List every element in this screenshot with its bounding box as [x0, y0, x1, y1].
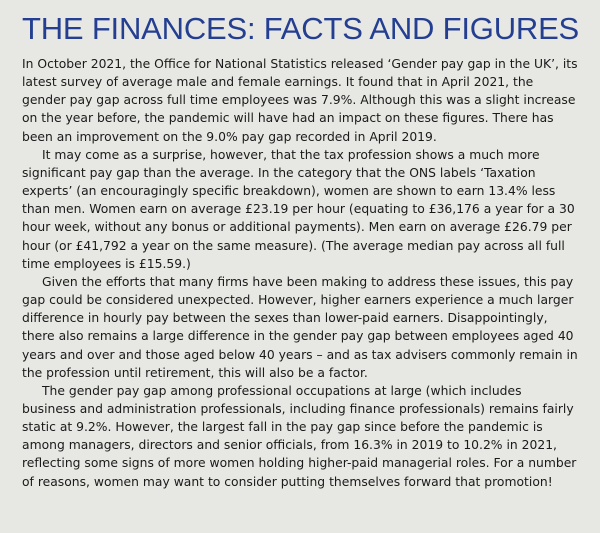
article-paragraph-1: In October 2021, the Office for National Statistics released ‘Gender pay gap in the UK’, its latest survey of average male and female earnings. It found that in April 2021, the gender pay gap across full time employees was 7.9%. Although this was a slight increase on the year before, the pandemic will have had an impact on these figures. There has been an improvement on the 9.0% pay gap recorded in April 2019. [22, 57, 578, 144]
article-paragraph-3: Given the efforts that many firms have been making to address these issues, this pay gap could be considered unexpected. However, higher earners experience a much larger difference in hourly pay between the sexes than lower-paid earners. Disappointingly, there also remains a large difference in the gender pay gap between employees aged 40 years and over and those aged below 40 years – and as tax advisers commonly remain in the profession until retirement, this will also be a factor. [22, 274, 578, 380]
article-paragraph-4: The gender pay gap among professional occupations at large (which includes business and administration professionals, including finance professionals) remains fairly static at 9.2%. However, the largest fall in the pay gap since before the pandemic is among managers, directors and senior officials, from 16.3% in 2019 to 10.2% in 2021, reflecting some signs of more women holding higher-paid managerial roles. For a number of reasons, women may want to consider putting themselves forward that promotion! [22, 383, 577, 489]
article-paragraph-2: It may come as a surprise, however, that the tax profession shows a much more significant pay gap than the average. In the category that the ONS labels ‘Taxation experts’ (an encouragingly specific breakdown), women are shown to earn 13.4% less than men. Women earn on average £23.19 per hour (equating to £36,176 a year for a 30 hour week, without any bonus or additional payments). Men earn on average £26.79 per hour (or £41,792 a year on the same measure). (The average median pay across all full time employees is £15.59.) [22, 147, 575, 271]
article-title: THE FINANCES: FACTS AND FIGURES [22, 11, 580, 46]
article-body [22, 55, 578, 491]
